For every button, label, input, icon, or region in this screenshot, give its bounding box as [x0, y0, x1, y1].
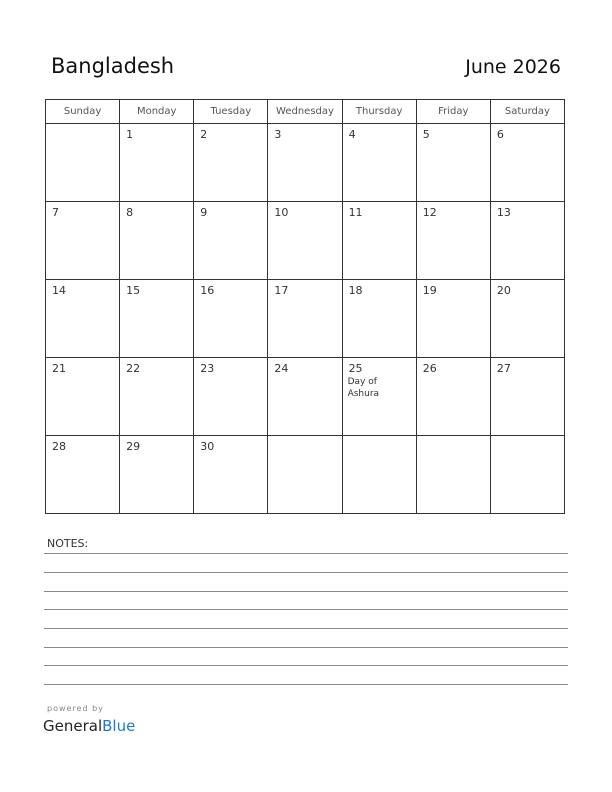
empty-day-cell — [268, 436, 342, 514]
day-cell — [46, 202, 120, 280]
day-number: 24 — [274, 362, 289, 375]
notes-label: NOTES: — [47, 537, 89, 550]
day-cell — [490, 280, 564, 358]
empty-day-cell — [490, 436, 564, 514]
day-cell — [194, 358, 268, 436]
day-number: 11 — [348, 206, 363, 219]
weekday-tuesday: Tuesday — [194, 100, 268, 124]
day-number: 16 — [200, 284, 215, 297]
day-number: 6 — [496, 128, 504, 141]
day-cell — [268, 358, 342, 436]
day-number: 13 — [496, 206, 511, 219]
day-number: 5 — [422, 128, 430, 141]
day-cell — [342, 124, 416, 202]
day-cell — [342, 202, 416, 280]
weekday-wednesday: Wednesday — [268, 100, 342, 124]
day-number: 2 — [200, 128, 208, 141]
day-number: 4 — [348, 128, 356, 141]
day-number: 22 — [126, 362, 141, 375]
holiday-label: Ashura — [347, 389, 380, 399]
powered-by-text: powered by — [47, 704, 104, 713]
note-line — [44, 609, 568, 610]
day-cell — [46, 358, 120, 436]
week-row — [46, 280, 565, 358]
day-cell — [342, 358, 416, 436]
weekday-saturday: Saturday — [490, 100, 564, 124]
day-number: 1 — [126, 128, 134, 141]
day-number: 14 — [52, 284, 66, 297]
day-cell — [268, 280, 342, 358]
note-line — [44, 684, 568, 685]
note-line — [44, 665, 568, 666]
day-cell — [416, 358, 490, 436]
calendar-grid — [45, 99, 565, 514]
day-cell — [120, 280, 194, 358]
day-cell — [194, 124, 268, 202]
day-cell — [46, 436, 120, 514]
logo-blue: Blue — [102, 717, 136, 735]
calendar-body — [46, 124, 565, 514]
weekday-thursday: Thursday — [342, 100, 416, 124]
day-number: 29 — [126, 440, 141, 453]
logo-general: General — [43, 717, 103, 735]
day-cell — [490, 202, 564, 280]
day-cell — [194, 280, 268, 358]
day-cell — [490, 358, 564, 436]
day-cell — [120, 436, 194, 514]
weekday-friday: Friday — [416, 100, 490, 124]
day-number: 19 — [422, 284, 437, 297]
week-row — [46, 202, 565, 280]
day-cell — [416, 280, 490, 358]
calendar-month: June 2026 — [465, 56, 561, 78]
day-number: 9 — [200, 206, 208, 219]
day-cell — [120, 358, 194, 436]
day-number: 21 — [52, 362, 66, 375]
day-number: 20 — [496, 284, 511, 297]
empty-day-cell — [342, 436, 416, 514]
day-cell — [120, 124, 194, 202]
note-line — [44, 572, 568, 573]
calendar-country: Bangladesh — [51, 54, 175, 78]
day-number: 18 — [348, 284, 363, 297]
weekday-monday: Monday — [120, 100, 194, 124]
empty-day-cell — [416, 436, 490, 514]
day-cell — [194, 436, 268, 514]
holiday-label: Day of — [347, 377, 377, 387]
empty-day-cell — [46, 124, 120, 202]
day-number: 27 — [496, 362, 511, 375]
note-line — [44, 647, 568, 648]
day-cell — [268, 202, 342, 280]
weekday-header-row — [46, 100, 565, 124]
day-cell — [120, 202, 194, 280]
day-number: 12 — [422, 206, 437, 219]
week-row — [46, 358, 565, 436]
day-number: 28 — [52, 440, 66, 453]
day-number: 25 — [348, 362, 363, 375]
week-row — [46, 124, 565, 202]
day-cell — [194, 202, 268, 280]
week-row — [46, 436, 565, 514]
note-line — [44, 591, 568, 592]
day-cell — [416, 124, 490, 202]
day-number: 15 — [126, 284, 141, 297]
day-number: 10 — [274, 206, 289, 219]
note-line — [44, 553, 568, 554]
day-number: 30 — [200, 440, 215, 453]
day-number: 17 — [274, 284, 289, 297]
day-number: 23 — [200, 362, 215, 375]
day-cell — [416, 202, 490, 280]
day-cell — [342, 280, 416, 358]
weekday-sunday: Sunday — [46, 100, 120, 124]
note-line — [44, 628, 568, 629]
day-cell — [268, 124, 342, 202]
generalblue-logo[interactable] — [43, 717, 135, 735]
day-cell — [490, 124, 564, 202]
day-number: 3 — [274, 128, 282, 141]
day-number: 8 — [126, 206, 134, 219]
day-cell — [46, 280, 120, 358]
day-number: 26 — [422, 362, 437, 375]
day-number: 7 — [52, 206, 59, 219]
